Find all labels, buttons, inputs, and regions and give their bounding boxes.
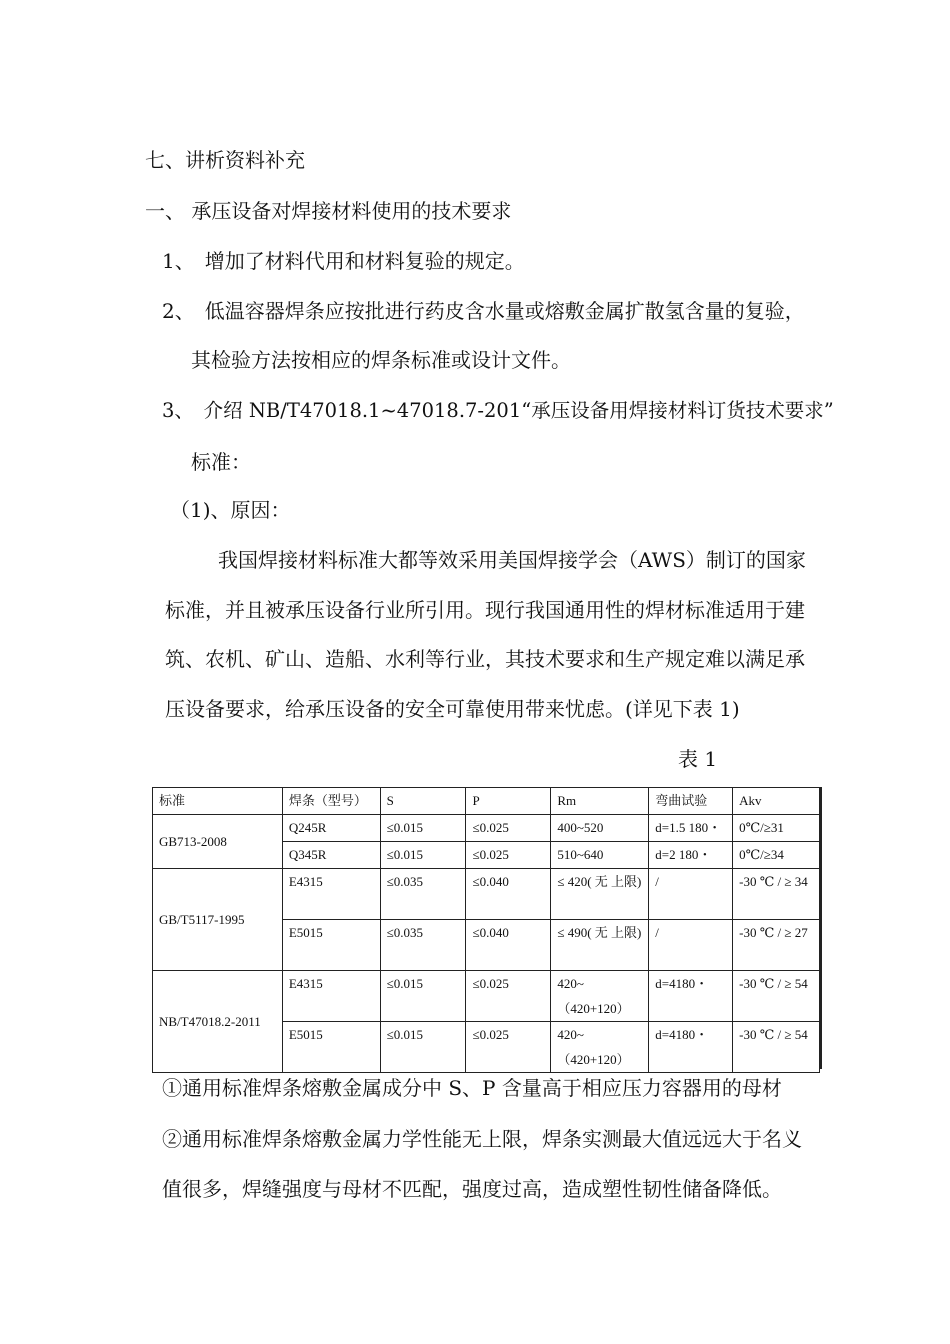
table-cell: ≤0.025 [466,1022,551,1073]
table-cell: -30 ℃ / ≥ 54 [733,971,820,1022]
paragraph-line-1: 我国焊接材料标准大都等效采用美国焊接学会（AWS）制订的国家 [218,548,806,572]
header-cell: S [380,788,466,815]
item-2-line-1: 2、 低温容器焊条应按批进行药皮含水量或熔敷金属扩散氢含量的复验， [162,299,805,323]
header-cell: 焊条（型号） [282,788,380,815]
table-cell: 400~520 [551,815,649,842]
table-cell: d=1.5 180・ [649,815,733,842]
table-cell: ≤0.035 [380,920,466,971]
header-cell: P [466,788,551,815]
table-cell: / [649,920,733,971]
table-cell: Q245R [282,815,380,842]
table-cell: ≤0.015 [380,815,466,842]
header-cell: Akv [733,788,820,815]
table-row [153,869,820,920]
table-row [153,971,820,1022]
table-cell: ≤0.015 [380,971,466,1022]
table-right-border [819,787,822,1069]
table-cell: ≤0.015 [380,1022,466,1073]
heading-1: 一、 承压设备对焊接材料使用的技术要求 [145,199,512,223]
table-cell: ≤0.040 [466,920,551,971]
table-cell: d=4180・ [649,1022,733,1073]
item-3-line-2: 标准： [191,450,251,474]
table-cell: -30 ℃ / ≥ 27 [733,920,820,971]
header-cell: 标准 [153,788,283,815]
table-cell: ≤0.025 [466,815,551,842]
table-cell: Q345R [282,842,380,869]
paragraph-line-3: 筑、农机、矿山、造船、水利等行业，其技术要求和生产规定难以满足承 [165,647,805,671]
note-1: ①通用标准焊条熔敷金属成分中 S、P 含量高于相应压力容器用的母材 [162,1076,782,1100]
table-cell: 510~640 [551,842,649,869]
table-cell: ≤0.015 [380,842,466,869]
section-title: 七、讲析资料补充 [145,148,305,172]
table-cell: 420~（420+120） [551,1022,649,1073]
table-cell: E5015 [282,920,380,971]
table-cell: ≤0.025 [466,971,551,1022]
table-header-row [153,788,820,815]
table-cell: E4315 [282,869,380,920]
table-cell: ≤0.035 [380,869,466,920]
note-2-line-1: ②通用标准焊条熔敷金属力学性能无上限，焊条实测最大值远远大于名义 [162,1127,802,1151]
reason-label: （1)、原因： [170,498,291,522]
standards-table [152,787,822,1073]
table-cell: 0℃/≥34 [733,842,820,869]
table-cell: 0℃/≥31 [733,815,820,842]
table-cell: 420~（420+120） [551,971,649,1022]
table-caption: 表 1 [678,747,718,771]
paragraph-line-2: 标准，并且被承压设备行业所引用。现行我国通用性的焊材标准适用于建 [165,598,805,622]
table-cell: ≤0.025 [466,842,551,869]
table-cell: d=4180・ [649,971,733,1022]
table-cell: ≤ 420( 无 上限) [551,869,649,920]
paragraph-line-4: 压设备要求，给承压设备的安全可靠使用带来忧虑。(详见下表 1) [165,697,740,721]
table-cell: ≤ 490( 无 上限) [551,920,649,971]
item-1: 1、 增加了材料代用和材料复验的规定。 [162,249,525,273]
table-row [153,815,820,842]
table-cell: ≤0.040 [466,869,551,920]
standard-cell: NB/T47018.2-2011 [153,971,283,1073]
table-cell: / [649,869,733,920]
standard-cell: GB713-2008 [153,815,283,869]
table-cell: E4315 [282,971,380,1022]
note-2-line-2: 值很多，焊缝强度与母材不匹配，强度过高，造成塑性韧性储备降低。 [162,1177,782,1201]
item-3-line-1: 3、 介绍 NB/T47018.1~47018.7-201“承压设备用焊接材料订货技术要求” [162,399,834,422]
table-cell: -30 ℃ / ≥ 34 [733,869,820,920]
table-cell: -30 ℃ / ≥ 54 [733,1022,820,1073]
table-cell: E5015 [282,1022,380,1073]
header-cell: Rm [551,788,649,815]
standard-cell: GB/T5117-1995 [153,869,283,971]
table-cell: d=2 180・ [649,842,733,869]
header-cell: 弯曲试验 [649,788,733,815]
item-2-line-2: 其检验方法按相应的焊条标准或设计文件。 [191,348,571,372]
